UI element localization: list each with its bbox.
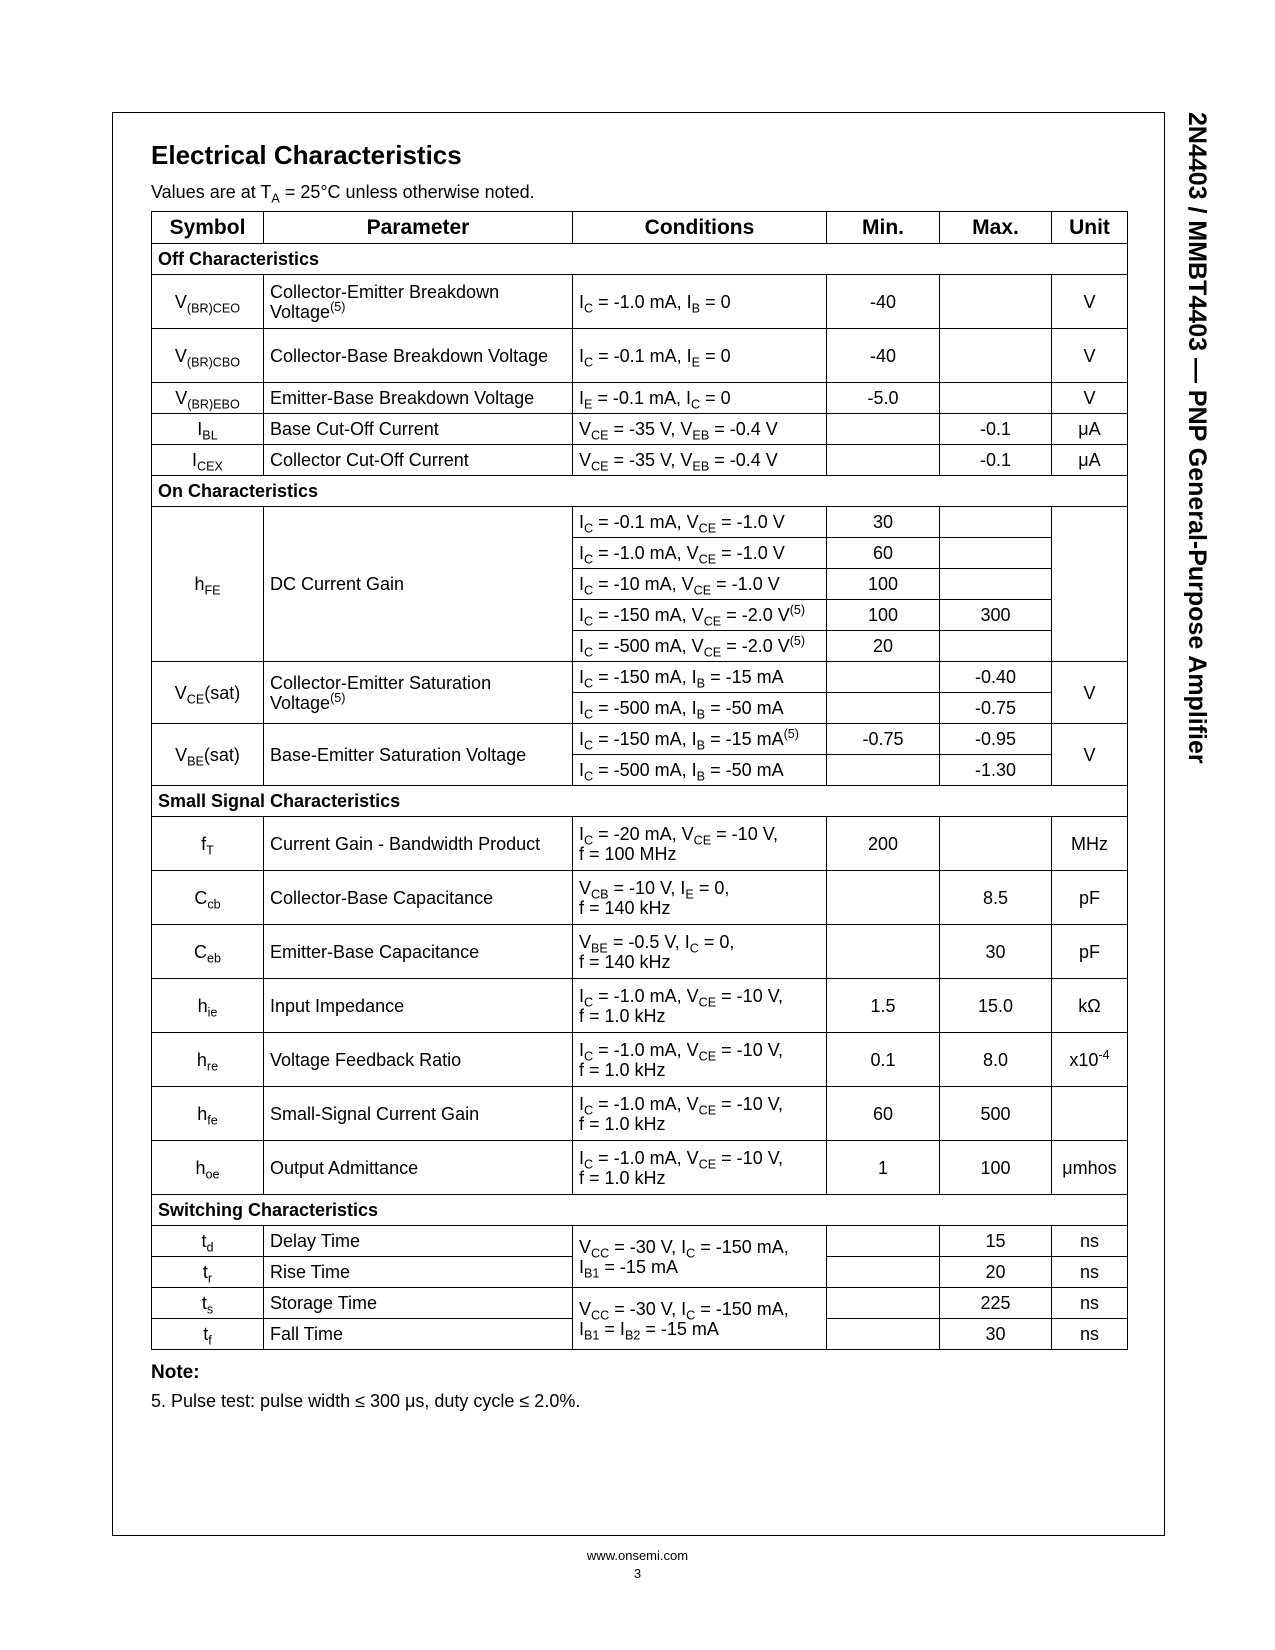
symbol-cell: $f_T$ [152, 817, 264, 871]
max-cell: 500 [940, 1087, 1052, 1141]
conditions-cell: $I_C = -150$ mA, $I_B = -15$ $mA^{(5)}$ [573, 724, 827, 755]
note-heading: Note: [151, 1362, 200, 1383]
max-cell [940, 383, 1052, 414]
max-cell: 8.5 [940, 871, 1052, 925]
min-cell: 100 [827, 600, 940, 631]
conditions-cell: $I_C = -150$ mA, $V_{CE} = -2.0$ $V^{(5)}$ [573, 600, 827, 631]
table-row [152, 925, 1128, 979]
symbol-cell: $h_{re}$ [152, 1033, 264, 1087]
min-cell [827, 1319, 940, 1350]
max-cell: 15.0 [940, 979, 1052, 1033]
symbol-cell: $h_{oe}$ [152, 1141, 264, 1195]
side-title: 2N4403 / MMBT4403 — PNP General-Purpose Amplifier [1183, 112, 1211, 764]
conditions-cell: $V_{CE} = -35$ V, $V_{EB} = -0.4$ V [573, 414, 827, 445]
symbol-cell: $t_r$ [152, 1257, 264, 1288]
max-cell: 225 [940, 1288, 1052, 1319]
conditions-cell: $I_C = -0.1$ mA, $V_{CE} = -1.0$ V [573, 507, 827, 538]
max-cell [940, 817, 1052, 871]
characteristics-table [151, 211, 1128, 1350]
unit-cell: pF [1052, 871, 1128, 925]
max-cell [940, 631, 1052, 662]
header-conditions: Conditions [573, 212, 827, 244]
unit-cell: μmhos [1052, 1141, 1128, 1195]
header-min: Min. [827, 212, 940, 244]
unit-cell: V [1052, 329, 1128, 383]
table-row [152, 414, 1128, 445]
section-off: Off Characteristics [152, 244, 1128, 275]
max-cell: 30 [940, 925, 1052, 979]
unit-cell: kΩ [1052, 979, 1128, 1033]
table-row [152, 1226, 1128, 1257]
unit-cell: MHz [1052, 817, 1128, 871]
conditions-cell: $I_C = -1.0$ mA, $V_{CE} = -10$ V, f = 1.0 kHz [573, 979, 827, 1033]
conditions-cell: $V_{CE} = -35$ V, $V_{EB} = -0.4$ V [573, 445, 827, 476]
min-cell: 200 [827, 817, 940, 871]
symbol-cell: $t_d$ [152, 1226, 264, 1257]
parameter-cell: Collector Cut-Off Current [264, 445, 573, 476]
max-cell: 20 [940, 1257, 1052, 1288]
max-cell: -0.40 [940, 662, 1052, 693]
parameter-cell: Output Admittance [264, 1141, 573, 1195]
table-row [152, 871, 1128, 925]
parameter-cell: Rise Time [264, 1257, 573, 1288]
header-parameter: Parameter [264, 212, 573, 244]
footer-url: www.onsemi.com [586, 1548, 689, 1563]
parameter-cell: Small-Signal Current Gain [264, 1087, 573, 1141]
symbol-cell: $V_{(BR)CBO}$ [152, 329, 264, 383]
unit-cell: μA [1052, 414, 1128, 445]
conditions-cell: $V_{CC} = -30$ V, $I_C = -150$ mA, $I_{B1} = I_{B2} = -15$ mA [573, 1288, 827, 1350]
min-cell [827, 414, 940, 445]
conditions-cell: $I_C = -0.1$ mA, $I_E = 0$ [573, 329, 827, 383]
conditions-cell: $I_C = -20$ mA, $V_{CE} = -10$ V, f = 100 MHz [573, 817, 827, 871]
unit-cell [1052, 1087, 1128, 1141]
page-number: 3 [633, 1566, 642, 1581]
subtitle: Values are at $T_A = 25^\circ C$ unless otherwise noted. [151, 182, 535, 206]
parameter-cell: Fall Time [264, 1319, 573, 1350]
section-on: On Characteristics [152, 476, 1128, 507]
conditions-cell: $I_C = -1.0$ mA, $V_{CE} = -10$ V, f = 1.0 kHz [573, 1033, 827, 1087]
unit-cell: μA [1052, 445, 1128, 476]
min-cell [827, 1288, 940, 1319]
max-cell: -0.75 [940, 693, 1052, 724]
conditions-cell: $I_C = -1.0$ mA, $V_{CE} = -10$ V, f = 1.0 kHz [573, 1141, 827, 1195]
table-row [152, 329, 1128, 383]
min-cell [827, 1257, 940, 1288]
conditions-cell: $V_{BE} = -0.5$ V, $I_C = 0$, f = 140 kHz [573, 925, 827, 979]
symbol-cell: $I_{CEX}$ [152, 445, 264, 476]
min-cell [827, 662, 940, 693]
parameter-cell: Collector-Base Breakdown Voltage [264, 329, 573, 383]
conditions-cell: $I_C = -150$ mA, $I_B = -15$ mA [573, 662, 827, 693]
parameter-cell: Emitter-Base Breakdown Voltage [264, 383, 573, 414]
max-cell: -0.95 [940, 724, 1052, 755]
parameter-cell: DC Current Gain [264, 507, 573, 662]
unit-cell: V [1052, 662, 1128, 724]
conditions-cell: $I_C = -1.0$ mA, $V_{CE} = -10$ V, f = 1.0 kHz [573, 1087, 827, 1141]
min-cell: 60 [827, 538, 940, 569]
parameter-cell: Voltage Feedback Ratio [264, 1033, 573, 1087]
table-row [152, 817, 1128, 871]
symbol-cell: $V_{(BR)EBO}$ [152, 383, 264, 414]
note-text: 5. Pulse test: pulse width ≤ 300 μs, duty cycle ≤ 2.0%. [151, 1391, 581, 1411]
table-row [152, 445, 1128, 476]
min-cell: -5.0 [827, 383, 940, 414]
unit-cell: ns [1052, 1257, 1128, 1288]
max-cell: -1.30 [940, 755, 1052, 786]
symbol-cell: $t_f$ [152, 1319, 264, 1350]
conditions-cell: $V_{CB} = -10$ V, $I_E = 0$, f = 140 kHz [573, 871, 827, 925]
conditions-cell: $I_C = -500$ mA, $I_B = -50$ mA [573, 693, 827, 724]
unit-cell: ns [1052, 1319, 1128, 1350]
table-row [152, 979, 1128, 1033]
header-symbol: Symbol [152, 212, 264, 244]
max-cell [940, 507, 1052, 538]
symbol-cell: $h_{ie}$ [152, 979, 264, 1033]
symbol-cell: $C_{cb}$ [152, 871, 264, 925]
parameter-cell: Emitter-Base Capacitance [264, 925, 573, 979]
table-row [152, 507, 1128, 538]
max-cell: 300 [940, 600, 1052, 631]
table-row [152, 662, 1128, 693]
parameter-cell: Collector-Emitter Saturation Voltage$^{(5)}$ [264, 662, 573, 724]
table-row [152, 1087, 1128, 1141]
conditions-cell: $I_C = -1.0$ mA, $V_{CE} = -1.0$ V [573, 538, 827, 569]
table-row [152, 724, 1128, 755]
max-cell [940, 275, 1052, 329]
table-row [152, 275, 1128, 329]
unit-cell: pF [1052, 925, 1128, 979]
max-cell [940, 538, 1052, 569]
symbol-cell: $h_{FE}$ [152, 507, 264, 662]
max-cell [940, 329, 1052, 383]
parameter-cell: Base-Emitter Saturation Voltage [264, 724, 573, 786]
unit-cell: V [1052, 275, 1128, 329]
table-row [152, 1033, 1128, 1087]
max-cell: -0.1 [940, 445, 1052, 476]
min-cell: 0.1 [827, 1033, 940, 1087]
min-cell: -40 [827, 275, 940, 329]
min-cell: 60 [827, 1087, 940, 1141]
conditions-cell: $I_C = -500$ mA, $V_{CE} = -2.0$ $V^{(5)}$ [573, 631, 827, 662]
min-cell: 100 [827, 569, 940, 600]
unit-cell [1052, 507, 1128, 662]
min-cell [827, 1226, 940, 1257]
max-cell: 30 [940, 1319, 1052, 1350]
table-row [152, 1288, 1128, 1319]
conditions-cell: $V_{CC} = -30$ V, $I_C = -150$ mA, $I_{B1} = -15$ mA [573, 1226, 827, 1288]
unit-cell: ns [1052, 1288, 1128, 1319]
header-max: Max. [940, 212, 1052, 244]
min-cell [827, 693, 940, 724]
min-cell: 30 [827, 507, 940, 538]
unit-cell: V [1052, 383, 1128, 414]
max-cell: 15 [940, 1226, 1052, 1257]
parameter-cell: Collector-Base Capacitance [264, 871, 573, 925]
min-cell [827, 755, 940, 786]
section-switching: Switching Characteristics [152, 1195, 1128, 1226]
parameter-cell: Collector-Emitter Breakdown Voltage$^{(5)}$ [264, 275, 573, 329]
min-cell [827, 925, 940, 979]
parameter-cell: Base Cut-Off Current [264, 414, 573, 445]
parameter-cell: Delay Time [264, 1226, 573, 1257]
table-row [152, 1141, 1128, 1195]
conditions-cell: $I_E = -0.1$ mA, $I_C = 0$ [573, 383, 827, 414]
unit-cell: V [1052, 724, 1128, 786]
header-row [152, 212, 1128, 244]
page-title: Electrical Characteristics [151, 140, 462, 170]
symbol-cell: $V_{(BR)CEO}$ [152, 275, 264, 329]
min-cell [827, 871, 940, 925]
max-cell: 8.0 [940, 1033, 1052, 1087]
min-cell: 1 [827, 1141, 940, 1195]
conditions-cell: $I_C = -1.0$ mA, $I_B = 0$ [573, 275, 827, 329]
parameter-cell: Input Impedance [264, 979, 573, 1033]
table-row [152, 383, 1128, 414]
min-cell [827, 445, 940, 476]
min-cell: -0.75 [827, 724, 940, 755]
symbol-cell: $I_{BL}$ [152, 414, 264, 445]
symbol-cell: $h_{fe}$ [152, 1087, 264, 1141]
symbol-cell: $t_s$ [152, 1288, 264, 1319]
max-cell: 100 [940, 1141, 1052, 1195]
conditions-cell: $I_C = -10$ mA, $V_{CE} = -1.0$ V [573, 569, 827, 600]
parameter-cell: Storage Time [264, 1288, 573, 1319]
min-cell: 20 [827, 631, 940, 662]
conditions-cell: $I_C = -500$ mA, $I_B = -50$ mA [573, 755, 827, 786]
unit-cell: ns [1052, 1226, 1128, 1257]
max-cell: -0.1 [940, 414, 1052, 445]
symbol-cell: $V_{CE}(sat)$ [152, 662, 264, 724]
min-cell: 1.5 [827, 979, 940, 1033]
parameter-cell: Current Gain - Bandwidth Product [264, 817, 573, 871]
min-cell: -40 [827, 329, 940, 383]
unit-cell: $x10^{-4}$ [1052, 1033, 1128, 1087]
section-small-signal: Small Signal Characteristics [152, 786, 1128, 817]
symbol-cell: $V_{BE}(sat)$ [152, 724, 264, 786]
symbol-cell: $C_{eb}$ [152, 925, 264, 979]
max-cell [940, 569, 1052, 600]
header-unit: Unit [1052, 212, 1128, 244]
